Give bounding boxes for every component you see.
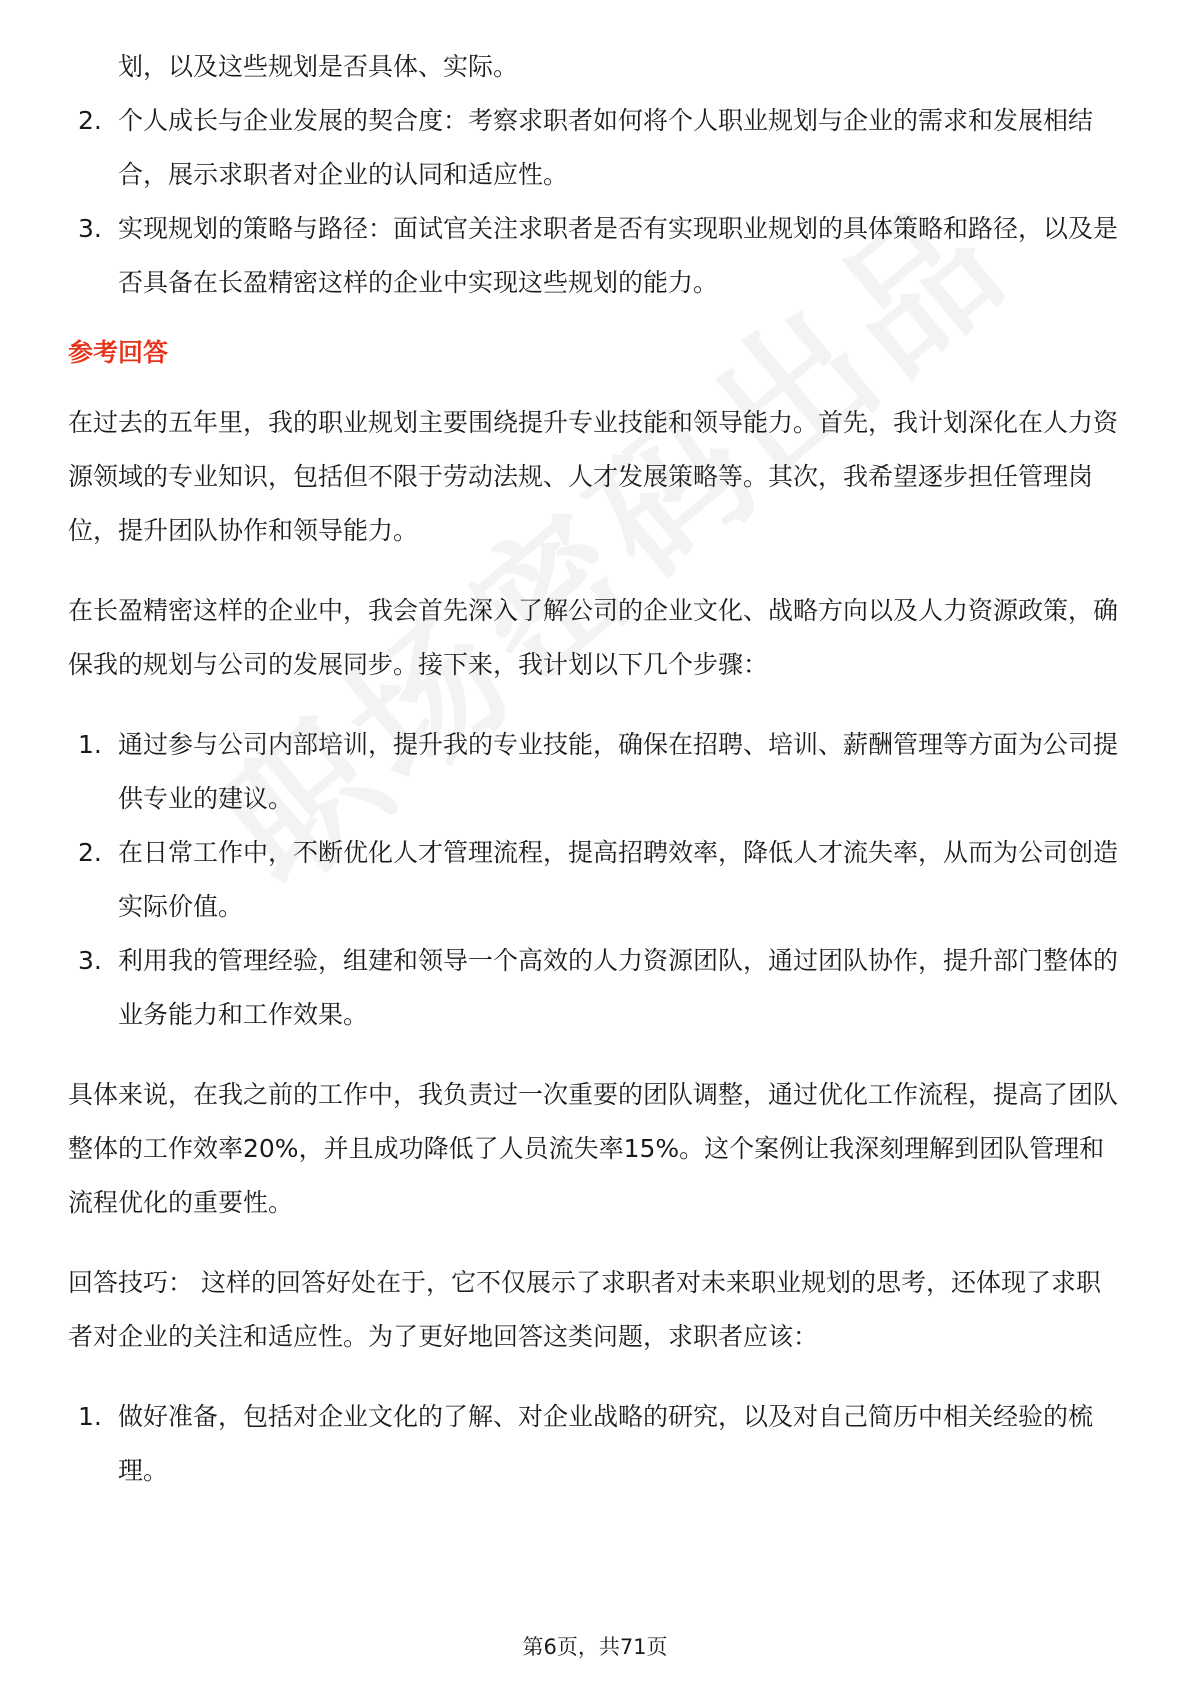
tips-list (68, 1390, 1123, 1498)
list-number: 1. (78, 730, 102, 759)
list-item-text: 利用我的管理经验，组建和领导一个高效的人力资源团队，通过团队协作，提升部门整体的业务能力和工作效果。 (118, 946, 1119, 1029)
list-number: 2. (78, 838, 102, 867)
list-item-text: 通过参与公司内部培训，提升我的专业技能，确保在招聘、培训、薪酬管理等方面为公司提供专业的建议。 (118, 730, 1119, 813)
list-number: 3. (78, 946, 102, 975)
paragraph: 在过去的五年里，我的职业规划主要围绕提升专业技能和领导能力。首先，我计划深化在人力资源领域的专业知识，包括但不限于劳动法规、人才发展策略等。其次，我希望逐步担任管理岗位，提升团队协作和领导能力。 (68, 408, 1119, 545)
list-number: 3. (78, 214, 102, 243)
list-item-text: 个人成长与企业发展的契合度：考察求职者如何将个人职业规划与企业的需求和发展相结合，展示求职者对企业的认同和适应性。 (118, 106, 1094, 189)
list-item-text: 实现规划的策略与路径：面试官关注求职者是否有实现职业规划的具体策略和路径，以及是否具备在长盈精密这样的企业中实现这些规划的能力。 (118, 214, 1119, 297)
list-number: 2. (78, 106, 102, 135)
paragraph: 在长盈精密这样的企业中，我会首先深入了解公司的企业文化、战略方向以及人力资源政策，确保我的规划与公司的发展同步。接下来，我计划以下几个步骤： (68, 596, 1119, 679)
list-item-continuation (68, 40, 1123, 94)
list-number: 1. (78, 1402, 102, 1431)
list-item-text: 做好准备，包括对企业文化的了解、对企业战略的研究，以及对自己简历中相关经验的梳理。 (118, 1402, 1094, 1485)
paragraph: 具体来说，在我之前的工作中，我负责过一次重要的团队调整，通过优化工作流程，提高了团队整体的工作效率20%，并且成功降低了人员流失率15%。这个案例让我深刻理解到团队管理和流程优化的重要性。 (68, 1080, 1119, 1217)
list-item (68, 1390, 1123, 1498)
page-footer: 第6页，共71页 (522, 1635, 668, 1659)
page-content (68, 40, 1123, 1498)
section-heading: 参考回答 (68, 338, 169, 367)
criteria-list (68, 94, 1123, 310)
list-item (68, 826, 1123, 934)
paragraph: 回答技巧： 这样的回答好处在于，它不仅展示了求职者对未来职业规划的思考，还体现了求职者对企业的关注和适应性。为了更好地回答这类问题，求职者应该： (68, 1268, 1101, 1351)
list-item (68, 718, 1123, 826)
list-item-text: 在日常工作中，不断优化人才管理流程，提高招聘效率，降低人才流失率，从而为公司创造实际价值。 (118, 838, 1119, 921)
steps-list (68, 718, 1123, 1042)
list-item (68, 934, 1123, 1042)
list-item (68, 202, 1123, 310)
list-item (68, 94, 1123, 202)
list-item-text: 划，以及这些规划是否具体、实际。 (118, 52, 519, 81)
